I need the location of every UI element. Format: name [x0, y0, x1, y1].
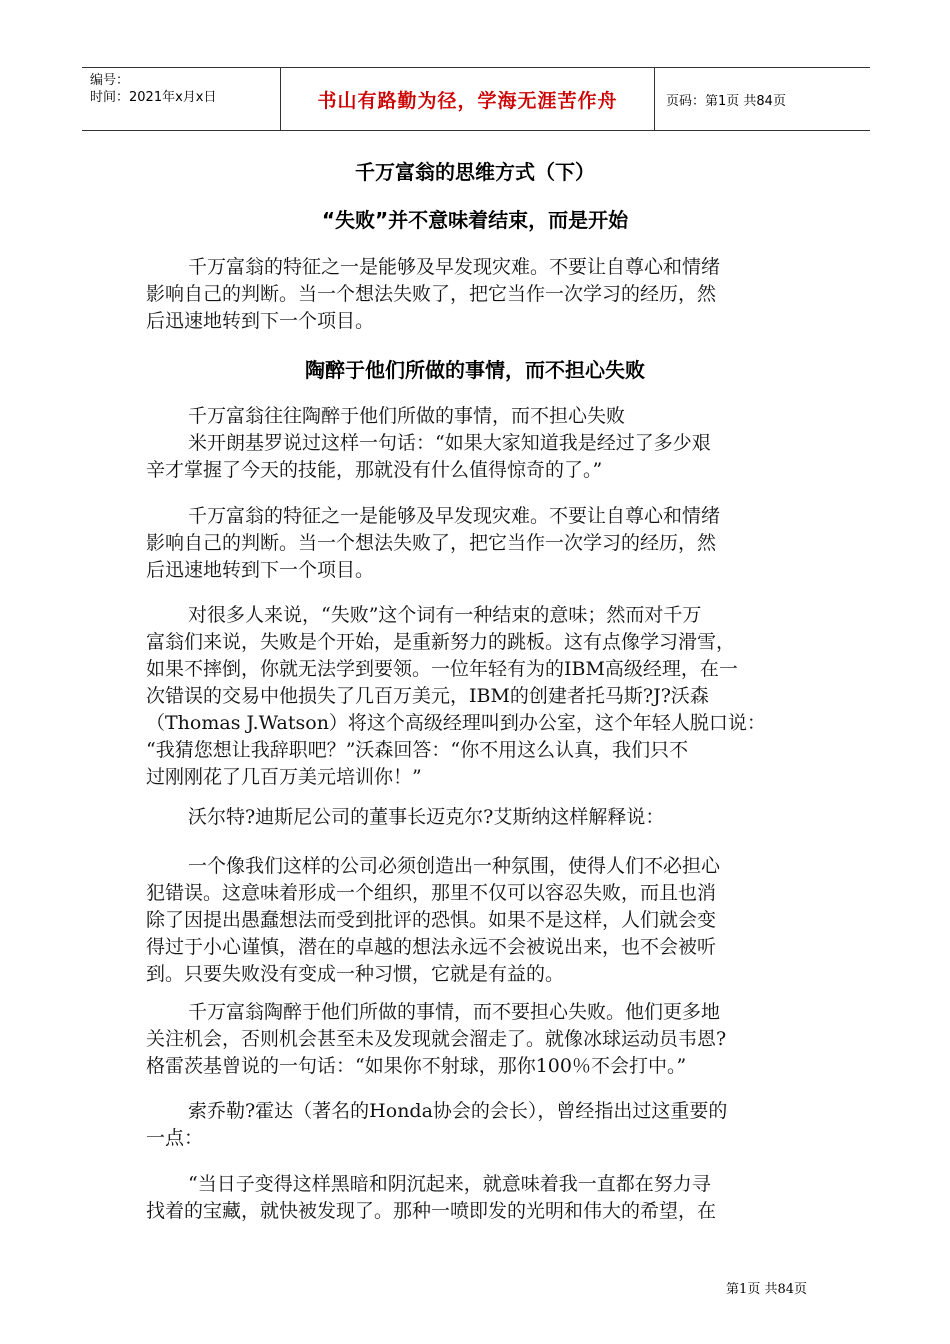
text-line: 富翁们来说，失败是个开始，是重新努力的跳板。这有点像学习滑雪， [146, 631, 736, 653]
paragraph-6 [146, 853, 814, 988]
paragraph-1 [146, 254, 814, 335]
text-line: “当日子变得这样黑暗和阴沉起来，就意味着我一直都在努力寻 [188, 1173, 711, 1195]
text-line: 米开朗基罗说过这样一句话：“如果大家知道我是经过了多少艰 [188, 432, 711, 454]
text-line: 犯错误。这意味着形成一个组织，那里不仅可以容忍失败，而且也消 [146, 882, 717, 904]
paragraph-4 [146, 602, 814, 791]
text-line: 千万富翁陶醉于他们所做的事情，而不要担心失败。他们更多地 [188, 1001, 721, 1023]
text-line: 过刚刚花了几百万美元培训你！” [146, 766, 422, 788]
paragraph-2 [146, 403, 814, 484]
paragraph-5 [146, 804, 814, 831]
paragraph-7 [146, 999, 814, 1080]
text-line: 得过于小心谨慎，潜在的卓越的想法永远不会被说出来，也不会被听 [146, 936, 717, 958]
paragraph-8 [146, 1098, 814, 1152]
paragraph-3 [146, 503, 814, 584]
document-title: 千万富翁的思维方式（下） [355, 160, 595, 184]
text-line: 对很多人来说，“失败”这个词有一种结束的意味；然而对千万 [188, 604, 702, 626]
section-heading-2: 陶醉于他们所做的事情，而不担心失败 [305, 358, 645, 382]
text-line: 到。只要失败没有变成一种习惯，它就是有益的。 [146, 963, 565, 985]
text-line: 关注机会，否则机会甚至未及发现就会溜走了。就像冰球运动员韦恩? [146, 1028, 727, 1050]
paragraph-9 [146, 1171, 814, 1225]
header-meta [90, 72, 216, 106]
text-line: 索乔勒?霍达（著名的Honda协会的会长），曾经指出过这重要的 [188, 1100, 728, 1122]
text-line: （Thomas J.Watson）将这个高级经理叫到办公室，这个年轻人脱口说： [146, 712, 766, 734]
text-line: 除了因提出愚蠢想法而受到批评的恐惧。如果不是这样，人们就会变 [146, 909, 717, 931]
text-line: 一个像我们这样的公司必须创造出一种氛围，使得人们不必担心 [188, 855, 721, 877]
text-line: 辛才掌握了今天的技能，那就没有什么值得惊奇的了。” [146, 459, 603, 481]
header-divider [654, 68, 655, 130]
header-motto: 书山有路勤为径，学海无涯苦作舟 [317, 89, 618, 112]
text-line: 后迅速地转到下一个项目。 [146, 559, 375, 581]
text-line: 千万富翁的特征之一是能够及早发现灾难。不要让自尊心和情绪 [188, 256, 721, 278]
text-line: 一点： [146, 1127, 204, 1149]
text-line: 沃尔特?迪斯尼公司的董事长迈克尔?艾斯纳这样解释说： [188, 806, 665, 828]
text-line: 影响自己的判断。当一个想法失败了，把它当作一次学习的经历，然 [146, 283, 717, 305]
text-line: 格雷茨基曾说的一句话：“如果你不射球，那你100％不会打中。” [146, 1055, 687, 1077]
text-line: 后迅速地转到下一个项目。 [146, 310, 375, 332]
header-page-info: 页码：第1页 共84页 [666, 93, 786, 109]
number-label: 编号： [90, 73, 130, 88]
text-line: “我猜您想让我辞职吧？”沃森回答：“你不用这么认真，我们只不 [146, 739, 689, 761]
text-line: 千万富翁往往陶醉于他们所做的事情，而不担心失败 [188, 405, 626, 427]
document-header [82, 67, 870, 131]
section-heading-1: “失败”并不意味着结束，而是开始 [321, 208, 629, 232]
text-line: 找着的宝藏，就快被发现了。那种一喷即发的光明和伟大的希望，在 [146, 1200, 717, 1222]
date-label: 时间：2021年x月x日 [90, 90, 217, 105]
page-footer: 第1页 共84页 [726, 1282, 807, 1297]
text-line: 千万富翁的特征之一是能够及早发现灾难。不要让自尊心和情绪 [188, 505, 721, 527]
text-line: 如果不摔倒，你就无法学到要领。一位年轻有为的IBM高级经理，在一 [146, 658, 738, 680]
text-line: 影响自己的判断。当一个想法失败了，把它当作一次学习的经历，然 [146, 532, 717, 554]
text-line: 次错误的交易中他损失了几百万美元，IBM的创建者托马斯?J?沃森 [146, 685, 709, 707]
